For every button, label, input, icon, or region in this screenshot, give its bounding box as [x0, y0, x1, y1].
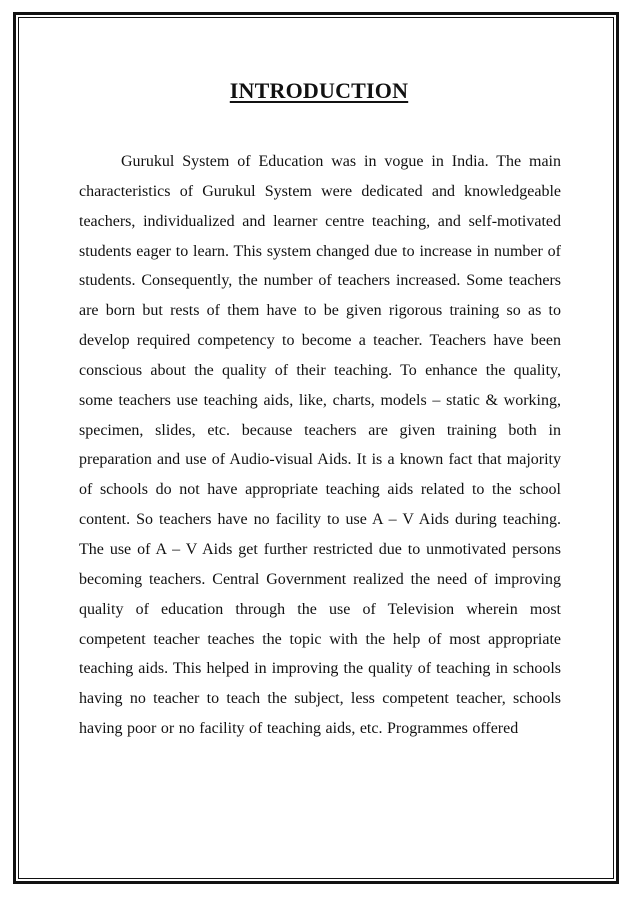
body-paragraph: Gurukul System of Education was in vogue in India. The main characteristics of Gurukul System were dedicated and knowledgeable teachers, individualized and learner centre teaching, and self-motivated students eager to learn. This system changed due to increase in number of students. Consequently, the number of teachers increased. Some teachers are born but rests of them have to be given rigorous training so as to develop required competency to become a teacher. Teachers have been conscious about the quality of their teaching. To enhance the quality, some teachers use teaching aids, like, charts, models – static & working, specimen, slides, etc. because teachers are given training both in preparation and use of Audio-visual Aids. It is a known fact that majority of schools do not have appropriate teaching aids related to the school content. So teachers have no facility to use A – V Aids during teaching. The use of A – V Aids get further restricted due to unmotivated persons becoming teachers. Central Government realized the need of improving quality of education through the use of Television wherein most competent teacher teaches the topic with the help of most appropriate teaching aids. This helped in improving the quality of teaching in schools having no teacher to teach the subject, less competent teacher, schools having poor or no facility of teaching aids, etc. Programmes offered [79, 153, 561, 738]
page-title: INTRODUCTION [229, 78, 409, 103]
